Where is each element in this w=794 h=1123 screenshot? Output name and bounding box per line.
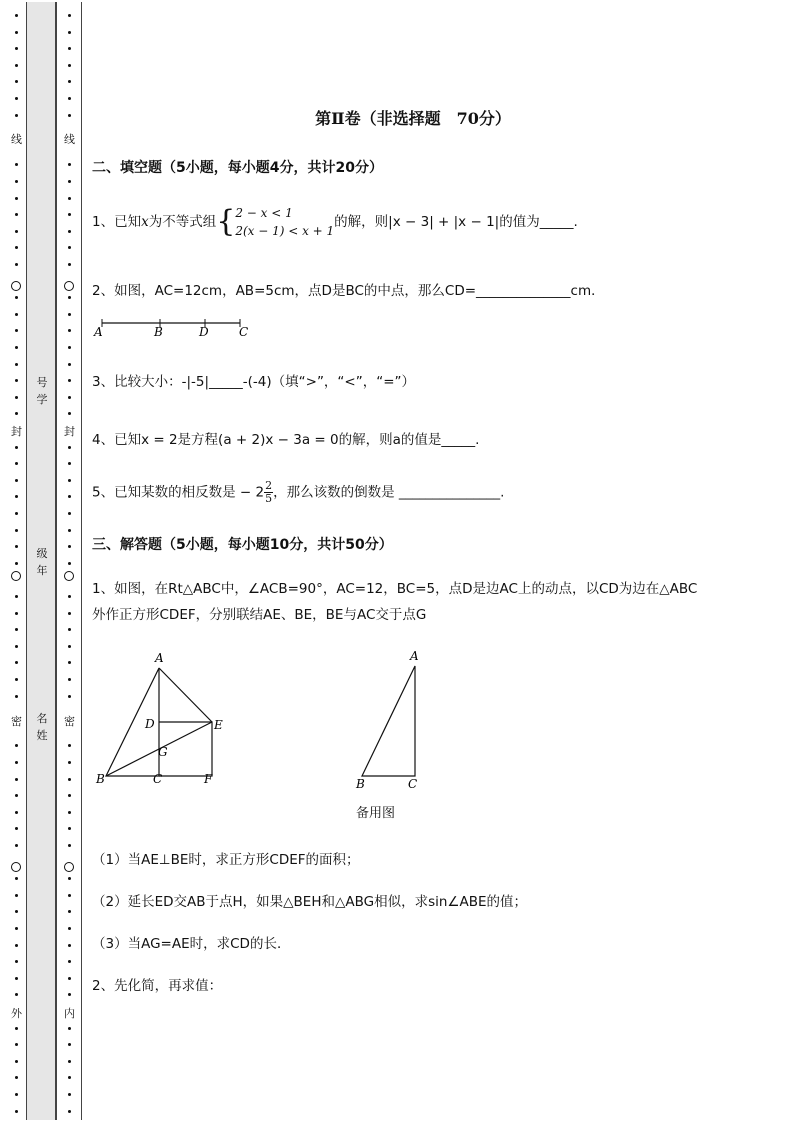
- fraction-denominator: 5: [265, 492, 273, 505]
- binding-dot: [15, 1076, 18, 1079]
- fig1-label-E: E: [214, 718, 223, 732]
- binding-dot: [15, 794, 18, 797]
- binding-dot: [15, 396, 18, 399]
- field-name: 名姓: [36, 712, 48, 742]
- fig1-label-B: B: [96, 772, 105, 786]
- binding-dot: [15, 14, 18, 17]
- binding-dot: [15, 844, 18, 847]
- binding-dot: [15, 695, 18, 698]
- binding-dot: [15, 80, 18, 83]
- binding-dot: [15, 1093, 18, 1096]
- fig1-label-G: G: [158, 745, 168, 759]
- binding-inner-strip: [56, 2, 82, 1120]
- inner-mark-xian: 线: [64, 133, 75, 146]
- binding-dot: [68, 263, 71, 266]
- binding-dot: [68, 80, 71, 83]
- fraction: [264, 480, 273, 505]
- section3-heading: 三、解答题（5小题，每小题10分，共计50分）: [92, 537, 393, 553]
- binding-dot: [68, 595, 71, 598]
- binding-dot: [15, 628, 18, 631]
- binding-dot: [15, 329, 18, 332]
- binding-dot: [68, 180, 71, 183]
- fig2-label-A: A: [410, 649, 419, 663]
- subquestion-2: （2）延长ED交AB于点H，如果△BEH和△ABG相似，求sin∠ABE的值；: [92, 894, 528, 910]
- binding-dot: [15, 64, 18, 67]
- inner-mark-nei: 内: [64, 1007, 75, 1020]
- outer-mark-xian: 线: [11, 133, 22, 146]
- binding-dot: [68, 213, 71, 216]
- binding-dot: [15, 993, 18, 996]
- binding-dot: [15, 910, 18, 913]
- binding-dot: [68, 329, 71, 332]
- binding-dot: [68, 346, 71, 349]
- binding-dot: [68, 246, 71, 249]
- question-2-3: 3、比较大小：-|-5|_____-(-4)（填“>”，“<”，“=”）: [92, 374, 416, 390]
- binding-dot: [68, 562, 71, 565]
- binding-dot: [68, 47, 71, 50]
- binding-dot: [68, 97, 71, 100]
- binding-dot: [68, 446, 71, 449]
- ineq-1: 2 − x < 1: [235, 206, 293, 220]
- page-title: 第Ⅱ卷（非选择题 70分）: [315, 109, 511, 128]
- binding-dot: [68, 811, 71, 814]
- segment-figure: [90, 314, 260, 340]
- inner-circle-2: [64, 571, 74, 581]
- ineq-2: 2(x − 1) < x + 1: [235, 224, 335, 238]
- inner-circle-1: [64, 281, 74, 291]
- binding-dot: [68, 197, 71, 200]
- binding-dot: [68, 479, 71, 482]
- outer-circle-3: [11, 862, 21, 872]
- binding-dot: [15, 894, 18, 897]
- binding-dot: [15, 778, 18, 781]
- binding-dot: [68, 14, 71, 17]
- subquestion-3: （3）当AG=AE时，求CD的长．: [92, 936, 291, 952]
- binding-dot: [15, 960, 18, 963]
- binding-dot: [68, 993, 71, 996]
- q1-post: 的解，则|x − 3| + |x − 1|的值为_____.: [334, 214, 578, 230]
- section2-heading: 二、填空题（5小题，每小题4分，共计20分）: [92, 160, 383, 176]
- binding-dot: [68, 678, 71, 681]
- binding-dot: [15, 944, 18, 947]
- binding-dot: [68, 960, 71, 963]
- binding-dot: [15, 363, 18, 366]
- binding-dot: [15, 263, 18, 266]
- binding-dot: [15, 230, 18, 233]
- segment-AE: [159, 668, 212, 722]
- binding-dot: [68, 645, 71, 648]
- inner-mark-mi: 密: [64, 715, 75, 728]
- question-2-1: [92, 204, 578, 240]
- binding-dot: [15, 612, 18, 615]
- binding-dot: [15, 246, 18, 249]
- q1-pre: 1、已知: [92, 214, 142, 230]
- binding-dot: [15, 346, 18, 349]
- binding-dot: [68, 927, 71, 930]
- binding-dot: [68, 628, 71, 631]
- binding-dot: [15, 744, 18, 747]
- question-2-4: 4、已知x = 2是方程(a + 2)x − 3a = 0的解，则a的值是_____.: [92, 432, 480, 448]
- fig1-label-C: C: [153, 772, 163, 786]
- geometry-figure-main: [92, 648, 232, 790]
- binding-dot: [15, 31, 18, 34]
- fig1-label-D: D: [145, 717, 155, 731]
- binding-dot: [68, 396, 71, 399]
- binding-dot: [15, 412, 18, 415]
- spare-triangle-ABC: [362, 666, 415, 776]
- binding-dot: [15, 479, 18, 482]
- binding-dot: [15, 545, 18, 548]
- label-C: C: [239, 325, 249, 339]
- binding-dot: [68, 827, 71, 830]
- binding-dot: [68, 412, 71, 415]
- binding-dot: [15, 296, 18, 299]
- binding-dot: [15, 562, 18, 565]
- binding-dot: [15, 529, 18, 532]
- binding-dot: [15, 827, 18, 830]
- binding-dot: [68, 230, 71, 233]
- binding-dot: [15, 761, 18, 764]
- binding-dot: [15, 213, 18, 216]
- binding-dot: [68, 778, 71, 781]
- field-class: 级年: [36, 547, 48, 577]
- fraction-numerator: 2: [265, 479, 273, 492]
- binding-dot: [15, 512, 18, 515]
- q1-var: x: [141, 214, 149, 230]
- question-3-1-line1: 1、如图，在Rt△ABC中，∠ACB=90°，AC=12，BC=5，点D是边AC上的动点，以CD为边在△ABC: [92, 581, 698, 597]
- label-B: B: [154, 325, 163, 339]
- spare-figure-caption: 备用图: [356, 806, 396, 821]
- binding-dot: [68, 545, 71, 548]
- binding-dot: [68, 695, 71, 698]
- binding-dot: [68, 1043, 71, 1046]
- binding-dot: [15, 1060, 18, 1063]
- binding-dot: [68, 844, 71, 847]
- binding-dot: [15, 180, 18, 183]
- inequality-system: [235, 204, 334, 240]
- q5-post: ，那么该数的倒数是 _______________.: [273, 484, 505, 501]
- label-D: D: [199, 325, 209, 339]
- binding-dot: [15, 1110, 18, 1113]
- question-2-5: [92, 480, 504, 505]
- binding-dot: [68, 1076, 71, 1079]
- binding-dot: [15, 47, 18, 50]
- binding-dot: [68, 363, 71, 366]
- subquestion-1: （1）当AE⊥BE时，求正方形CDEF的面积；: [92, 852, 360, 868]
- fig2-label-B: B: [356, 777, 365, 791]
- fig1-label-A: A: [155, 651, 164, 665]
- binding-dot: [68, 744, 71, 747]
- binding-dot: [15, 97, 18, 100]
- binding-dot: [68, 661, 71, 664]
- binding-dot: [68, 1060, 71, 1063]
- binding-dot: [15, 495, 18, 498]
- outer-mark-wai: 外: [11, 1007, 22, 1020]
- outer-mark-feng: 封: [11, 425, 22, 438]
- binding-dot: [68, 1027, 71, 1030]
- binding-dot: [68, 163, 71, 166]
- binding-dot: [15, 379, 18, 382]
- inner-circle-3: [64, 862, 74, 872]
- geometry-figure-spare: [350, 646, 430, 792]
- binding-dot: [68, 894, 71, 897]
- outer-circle-1: [11, 281, 21, 291]
- binding-dot: [15, 1027, 18, 1030]
- binding-dot: [15, 313, 18, 316]
- binding-dot: [15, 977, 18, 980]
- binding-dot: [15, 927, 18, 930]
- binding-dot: [15, 1043, 18, 1046]
- binding-dot: [15, 595, 18, 598]
- binding-dot: [15, 163, 18, 166]
- binding-dot: [68, 761, 71, 764]
- binding-dot: [15, 661, 18, 664]
- q1-mid: 为不等式组: [148, 214, 217, 230]
- binding-dot: [68, 512, 71, 515]
- binding-dot: [15, 462, 18, 465]
- q5-pre: 5、已知某数的相反数是 − 2: [92, 484, 265, 501]
- binding-dot: [15, 678, 18, 681]
- binding-dot: [15, 446, 18, 449]
- outer-circle-2: [11, 571, 21, 581]
- binding-dot: [68, 1110, 71, 1113]
- binding-dot: [68, 794, 71, 797]
- binding-dot: [68, 877, 71, 880]
- binding-dot: [15, 811, 18, 814]
- binding-dot: [15, 877, 18, 880]
- binding-dot: [15, 197, 18, 200]
- fig2-label-C: C: [408, 777, 418, 791]
- inner-mark-feng: 封: [64, 425, 75, 438]
- binding-dot: [68, 379, 71, 382]
- binding-dot: [68, 977, 71, 980]
- binding-dot: [68, 910, 71, 913]
- binding-dot: [68, 462, 71, 465]
- binding-dot: [68, 296, 71, 299]
- question-2-2: 2、如图，AC=12cm，AB=5cm，点D是BC的中点，那么CD=______________cm．: [92, 283, 605, 299]
- binding-dot: [68, 612, 71, 615]
- field-student-number: 号学: [36, 376, 48, 406]
- outer-mark-mi: 密: [11, 715, 22, 728]
- binding-dot: [68, 944, 71, 947]
- binding-dot: [68, 313, 71, 316]
- binding-dot: [68, 529, 71, 532]
- binding-dot: [68, 64, 71, 67]
- binding-dot: [68, 31, 71, 34]
- question-3-2: 2、先化简，再求值：: [92, 978, 223, 994]
- brace-symbol: {: [216, 204, 236, 239]
- binding-dot: [68, 1093, 71, 1096]
- label-A: A: [94, 325, 103, 339]
- fig1-label-F: F: [204, 772, 213, 786]
- binding-dot: [68, 495, 71, 498]
- question-3-1-line2: 外作正方形CDEF，分别联结AE、BE，BE与AC交于点G: [92, 607, 427, 623]
- binding-dot: [15, 645, 18, 648]
